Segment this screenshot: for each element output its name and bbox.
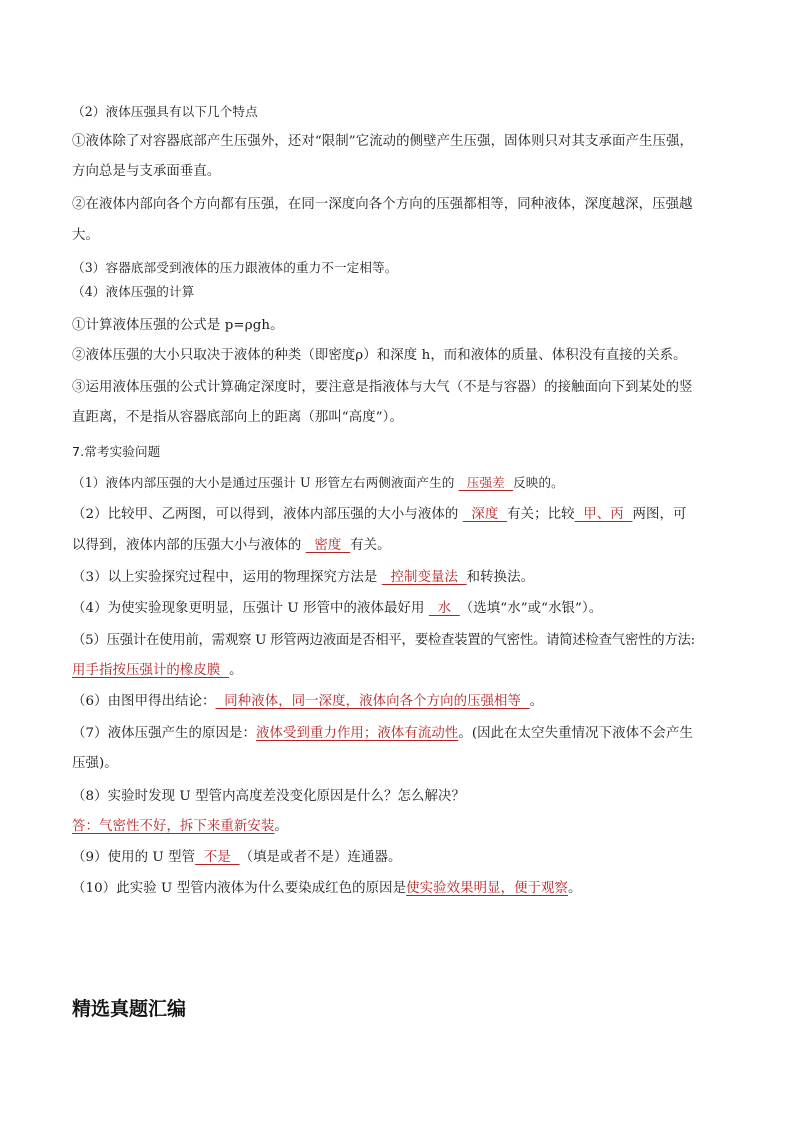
question-8: （8）实验时发现 U 型管内高度差没变化原因是什么？怎么解决？	[72, 789, 465, 804]
q2-text-2-end: 有关。	[350, 538, 391, 553]
q6-text: （6）由图甲得出结论：	[72, 694, 216, 709]
question-7-cont: 压强)。	[72, 756, 118, 771]
text-line: ①液体除了对容器底部产生压强外，还对“限制”它流动的侧壁产生压强，固体则只对其支承面产生压强，	[72, 134, 693, 149]
q8-answer: ：气密性不好，拆下来重新安装	[85, 819, 275, 834]
text-line: （3）容器底部受到液体的压力跟液体的重力不一定相等。	[72, 260, 398, 275]
formula-line: ①计算液体压强的公式是 p=ρgh。	[72, 318, 284, 333]
q2-answer-1: 深度	[462, 507, 508, 522]
q5-text-end: 。	[229, 663, 243, 678]
q9-text-end: （填是或者不是）连通器。	[239, 850, 402, 865]
q10-answer: 使实验效果明显，便于观察	[406, 881, 569, 896]
question-4	[72, 599, 602, 619]
q2-answer-2: 甲、丙	[574, 507, 633, 522]
q2-text-2: 以得到，液体内部的压强大小与液体的	[72, 538, 306, 553]
q3-text-end: 和转换法。	[466, 570, 535, 585]
q6-answer: 同种液体，同一深度，液体向各个方向的压强相等	[215, 694, 530, 709]
q8-text-end: 。	[274, 819, 288, 834]
q9-answer: 不是	[195, 850, 240, 865]
q4-answer: 水	[428, 601, 460, 616]
question-5-answer-line	[72, 661, 243, 681]
q7-text: （7）液体压强产生的原因是：	[72, 726, 256, 741]
text-line: ②液体压强的大小只取决于液体的种类（即密度ρ）和深度 h，而和液体的质量、体积没有直接的关系。	[72, 348, 687, 363]
question-9	[72, 848, 401, 868]
q1-text: （1）液体内部压强的大小是通过压强计 U 形管左右两侧液面产生的	[72, 475, 459, 490]
question-2-cont	[72, 536, 391, 556]
text-line: 方向总是与支承面垂直。	[72, 164, 221, 179]
question-1	[72, 473, 564, 493]
text-line: （2）液体压强具有以下几个特点	[72, 104, 258, 119]
question-2	[72, 505, 686, 525]
q1-text-end: 反映的。	[513, 475, 564, 490]
question-5	[72, 631, 695, 651]
q2-answer-3: 密度	[305, 538, 351, 553]
q4-text: （4）为使实验现象更明显，压强计 U 形管中的液体最好用	[72, 601, 429, 616]
question-8-answer-line	[72, 817, 288, 837]
q7-text-end: 。(因此在太空失重情况下液体不会产生	[458, 726, 694, 741]
q9-text: （9）使用的 U 型管	[72, 850, 196, 865]
q10-text-end: 。	[568, 881, 582, 896]
question-6	[72, 692, 543, 712]
q5-text: （5）压强计在使用前，需观察 U 形管两边液面是否相平，要检查装置的气密性。请简述检查气密性的方法:	[72, 633, 695, 648]
text-line: ③运用液体压强的公式计算确定深度时，要注意是指液体与大气（不是与容器）的接触面向下到某处的竖	[72, 380, 693, 395]
question-7	[72, 724, 693, 744]
q2-text: （2）比较甲、乙两图，可以得到，液体内部压强的大小与液体的	[72, 507, 463, 522]
section-title: 7.常考实验问题	[72, 444, 161, 459]
q5-answer: 用手指按压强计的橡皮膜	[72, 663, 230, 678]
text-line: 直距离，不是指从容器底部向上的距离（那叫“高度”）。	[72, 410, 403, 425]
q2-text-end: 两图，可	[632, 507, 687, 522]
text-line: 大。	[72, 228, 99, 243]
text-line: （4）液体压强的计算	[72, 284, 195, 299]
q3-answer: 控制变量法	[381, 570, 467, 585]
q3-text: （3）以上实验探究过程中，运用的物理探究方法是	[72, 570, 382, 585]
question-3	[72, 568, 534, 588]
q10-text: （10）此实验 U 型管内液体为什么要染成红色的原因是	[72, 881, 407, 896]
q4-text-end: （选填“水”或“水银”）。	[459, 601, 603, 616]
q2-text-mid: 有关；比较	[507, 507, 575, 522]
question-10	[72, 879, 582, 899]
text-line: ②在液体内部向各个方向都有压强，在同一深度向各个方向的压强都相等，同种液体，深度越深，压强越	[72, 197, 693, 212]
q7-answer: 液体受到重力作用；液体有流动性	[256, 726, 459, 741]
section-heading: 精选真题汇编	[72, 998, 187, 1020]
q8-answer-prefix: 答	[72, 819, 86, 834]
q6-text-end: 。	[529, 694, 544, 709]
q1-answer: 压强差	[458, 475, 514, 490]
